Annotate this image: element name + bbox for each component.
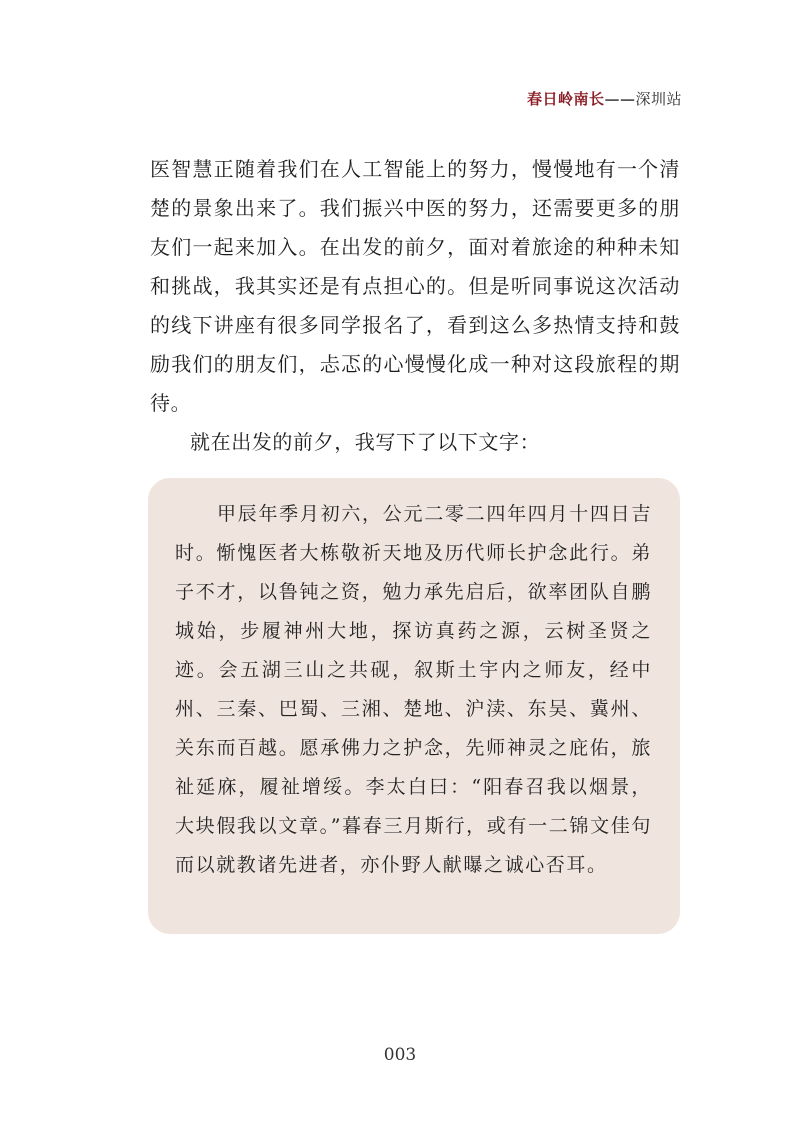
page-number: 003 (383, 1045, 417, 1065)
running-header (527, 88, 682, 109)
header-dash: —— (604, 90, 636, 108)
main-text (150, 150, 680, 462)
quote-text: 甲辰年季月初六，公元二零二四年四月十四日吉时。惭愧医者大栋敬祈天地及历代师长护念此行。弟子不才，以鲁钝之资，勉力承先启后，欲率团队自鹏城始，步履神州大地，探访真药之源，云树圣贤之迹。会五湖三山之共砚，叙斯土宇内之师友，经中州、三秦、巴蜀、三湘、楚地、沪渎、东吴、冀州、关东而百越。愿承佛力之护念，先师神灵之庇佑，旅祉延庥，履祉增绥。李太白曰：“阳春召我以烟景，大块假我以文章。”暮春三月斯行，或有一二锦文佳句而以就教诸先进者，亦仆野人献曝之诚心否耳。 (175, 503, 652, 876)
intro-paragraph: 就在出发的前夕，我写下了以下文字： (190, 430, 541, 454)
body-paragraph: 医智慧正随着我们在人工智能上的努力，慢慢地有一个清楚的景象出来了。我们振兴中医的努力，还需要更多的朋友们一起来加入。在出发的前夕，面对着旅途的种种未知和挑战，我其实还是有点担心的。但是听同事说这次活动的线下讲座有很多同学报名了，看到这么多热情支持和鼓励我们的朋友们，忐忑的心慢慢化成一种对这段旅程的期待。 (150, 157, 680, 415)
chapter-title: 深圳站 (635, 90, 682, 108)
quote-box (148, 478, 680, 934)
book-title: 春日岭南长 (526, 90, 605, 108)
